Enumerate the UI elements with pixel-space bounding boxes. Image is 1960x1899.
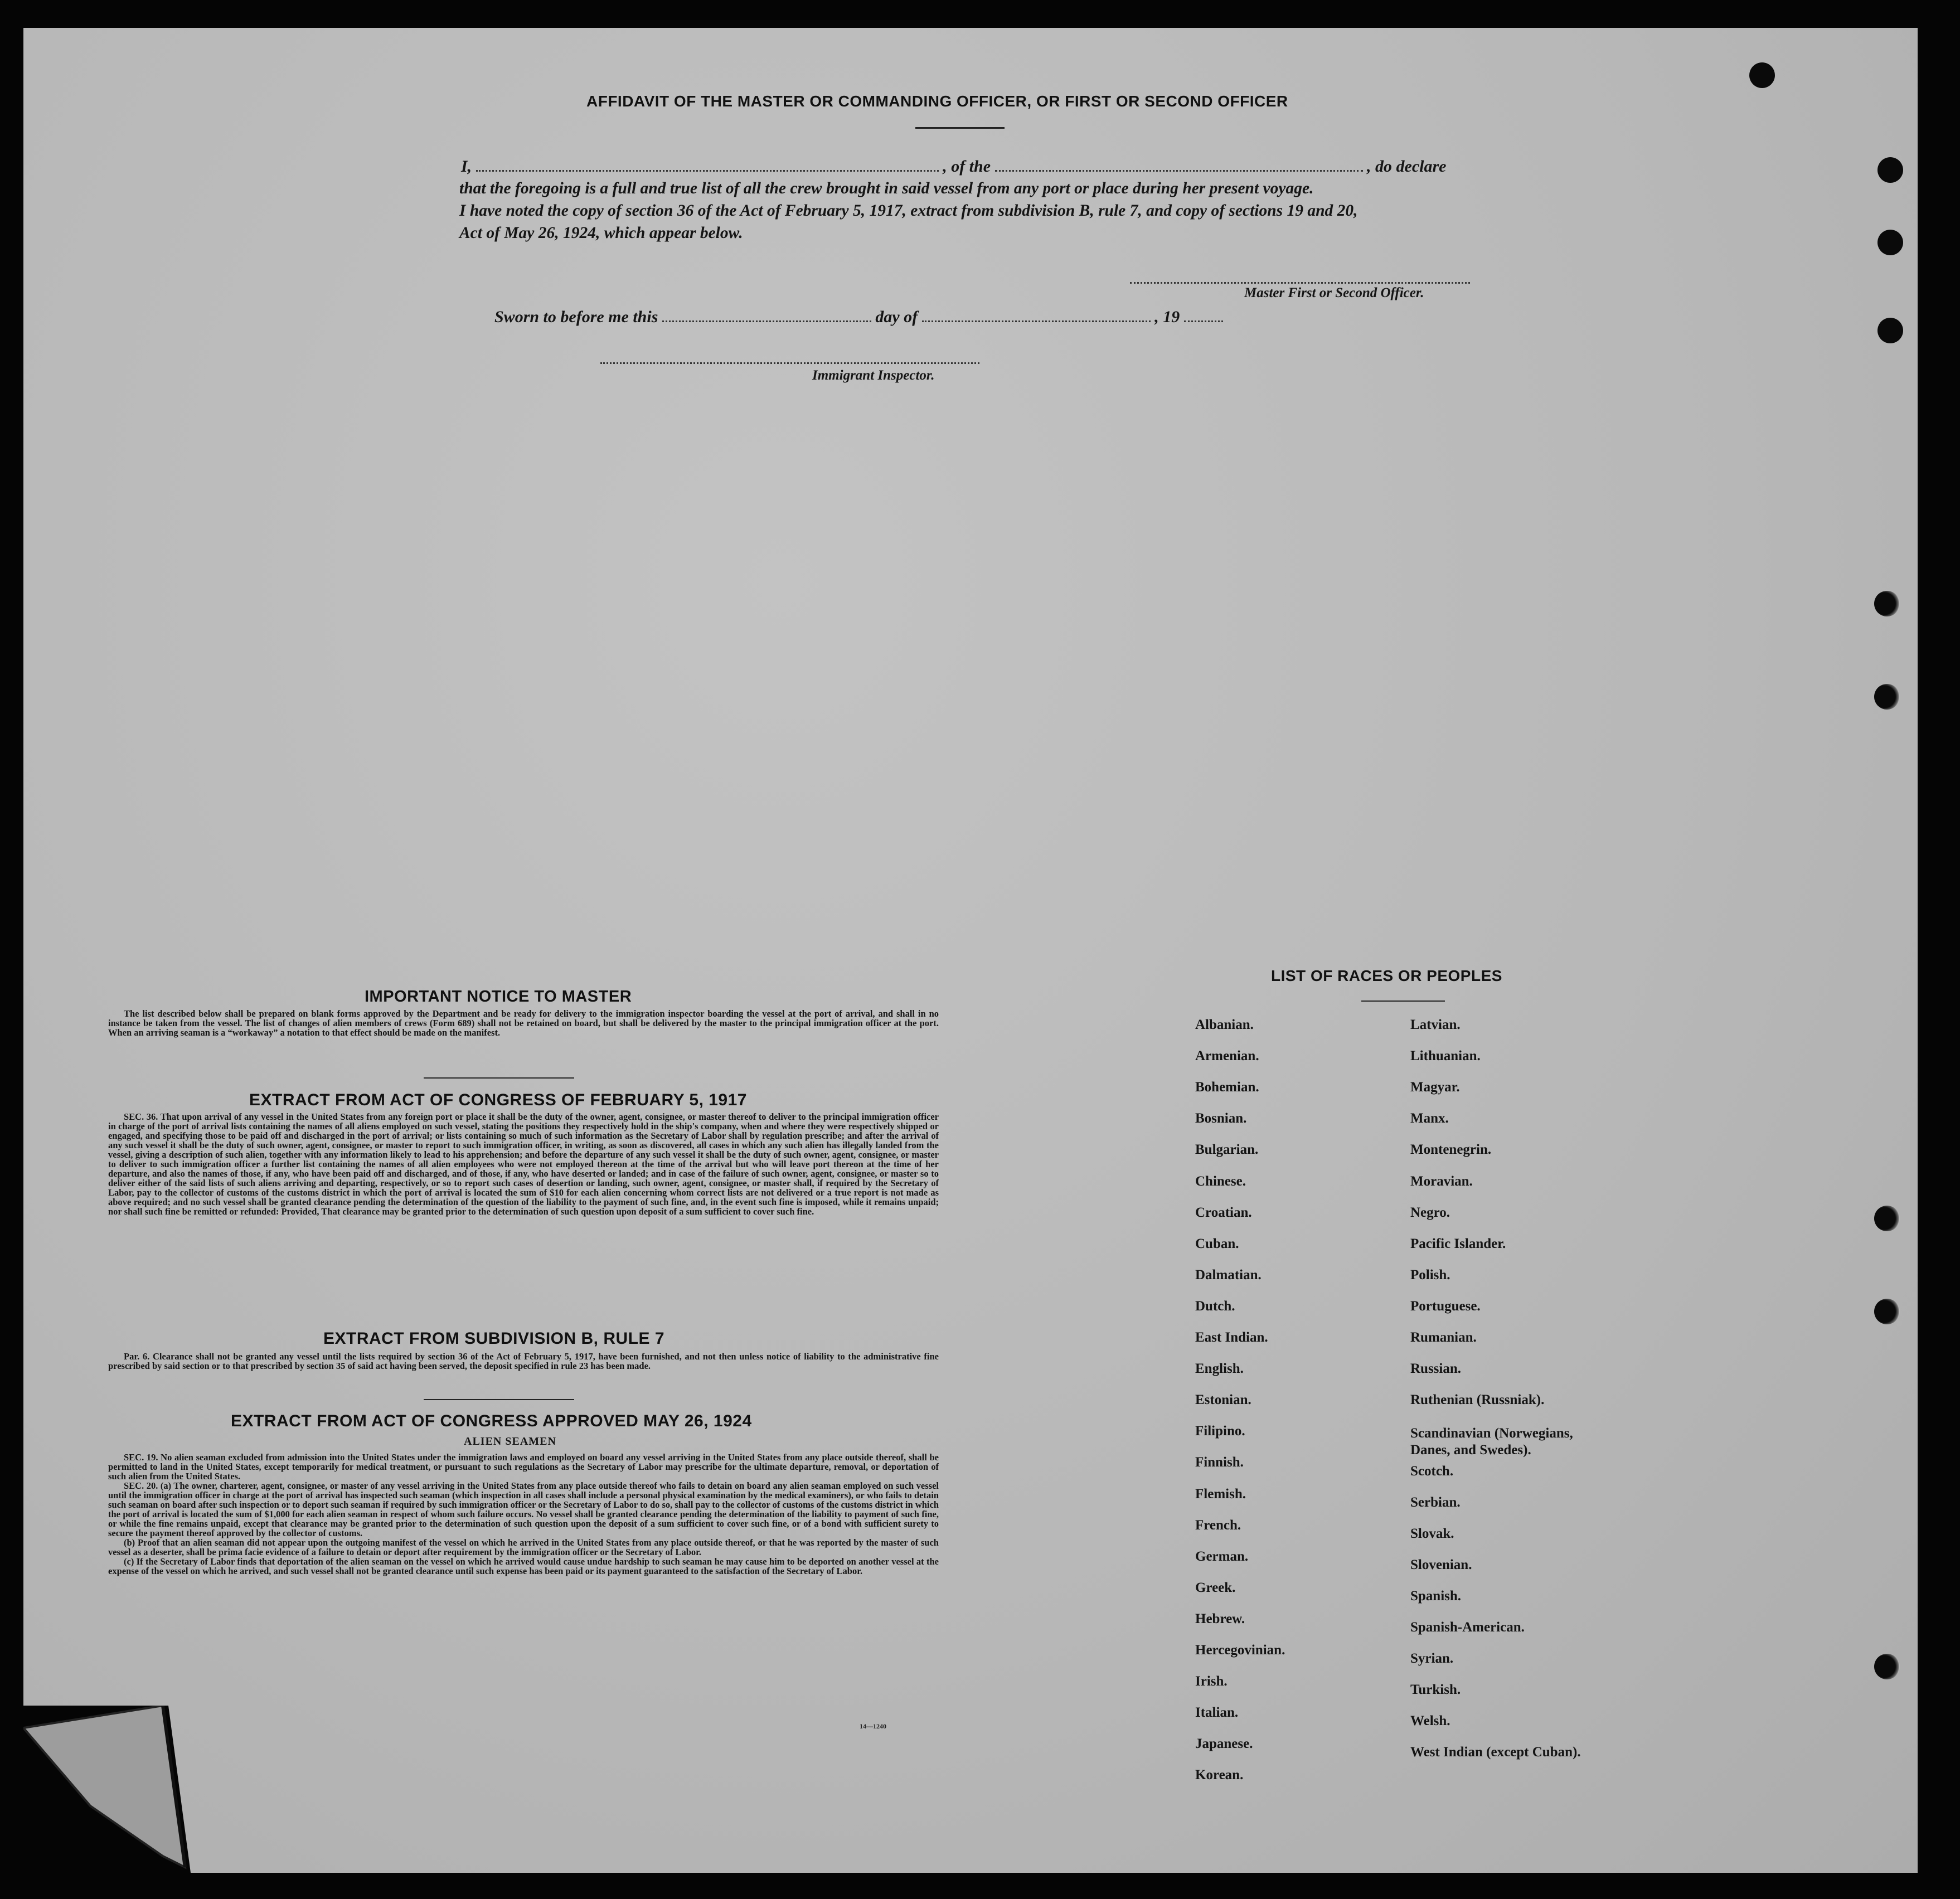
race-item: East Indian.	[1195, 1330, 1268, 1345]
race-item: English.	[1195, 1361, 1244, 1377]
notice-title: IMPORTANT NOTICE TO MASTER	[365, 988, 632, 1006]
affidavit-declare-label: , do declare	[1367, 157, 1447, 176]
race-item: Japanese.	[1195, 1736, 1253, 1752]
race-item: Spanish-American.	[1410, 1620, 1525, 1635]
sworn-day-of-label: day of	[875, 308, 918, 326]
form-number: 14—1240	[860, 1722, 886, 1730]
sec19-paragraph: SEC. 19. No alien seaman excluded from admission into the United States under the immigration laws and employed on board any vessel arriving in the United States from any place outside thereof, shall be permitted to land in the United States, except temporarily for medical treatment, or pursuant to such regulations as the Secretary of Labor may prescribe for the ultimate departure, removal, or deportation of such alien from the United States.	[108, 1452, 939, 1482]
race-item: Irish.	[1195, 1674, 1228, 1689]
race-item: Armenian.	[1195, 1048, 1259, 1064]
inspector-signature-line[interactable]	[600, 362, 979, 364]
notice-paragraph: The list described below shall be prepared on blank forms approved by the Department and be ready for delivery to the immigration inspector boarding the vessel at the port of arrival, and shall in no instance be taken from the vessel. The list of changes of alien members of crews (Form 689) shall not be retained on board, but shall be delivered by the master to the principal immigration officer at the port. When an arriving seaman is a “workaway” a notation to that effect should be made on the manifest.	[108, 1008, 939, 1038]
races-title-rule	[1361, 1001, 1445, 1002]
punch-hole-icon	[1874, 591, 1900, 616]
affidavit-line2: that the foregoing is a full and true list of all the crew brought in said vessel from any port or place during her present voyage.	[459, 179, 1314, 197]
master-signature-label: Master First or Second Officer.	[1244, 285, 1424, 300]
extract-rule7-body	[108, 1352, 939, 1371]
race-item: Dutch.	[1195, 1298, 1235, 1314]
inspector-label: Immigrant Inspector.	[812, 368, 935, 383]
race-item: West Indian (except Cuban).	[1410, 1745, 1581, 1760]
affidavit-title: AFFIDAVIT OF THE MASTER OR COMMANDING OFFICER, OR FIRST OR SECOND OFFICER	[586, 93, 1288, 110]
race-item: Cuban.	[1195, 1236, 1239, 1251]
sworn-year-label: , 19	[1154, 308, 1180, 326]
sworn-line	[494, 308, 1223, 327]
race-item: Latvian.	[1410, 1017, 1461, 1032]
folded-corner	[23, 1706, 191, 1873]
sworn-year-field[interactable]	[1184, 320, 1223, 322]
race-item: Rumanian.	[1410, 1330, 1477, 1345]
race-item: Danes, and Swedes).	[1410, 1443, 1531, 1458]
race-item: Syrian.	[1410, 1651, 1454, 1667]
race-item: Serbian.	[1410, 1494, 1461, 1510]
punch-hole-icon	[1874, 1206, 1900, 1231]
declarant-name-field[interactable]	[476, 170, 939, 172]
rule7-rule	[424, 1399, 574, 1400]
notice-body	[108, 1009, 939, 1037]
race-item: Bosnian.	[1195, 1111, 1247, 1126]
affidavit-title-rule	[915, 127, 1005, 129]
race-item: Slovak.	[1410, 1526, 1454, 1541]
sec20b-paragraph: (b) Proof that an alien seaman did not appear upon the outgoing manifest of the vessel on which he arrived in the United States from any place outside thereof, or that he was reported by the master of such vessel as a deserter, shall be prima facie evidence of a failure to detain or deport after requirement by the immigration officer or the Secretary of Labor.	[108, 1537, 939, 1557]
race-item: Hebrew.	[1195, 1611, 1245, 1626]
race-item: Greek.	[1195, 1580, 1236, 1595]
sworn-prefix: Sworn to before me this	[494, 308, 658, 326]
race-item: Bulgarian.	[1195, 1142, 1259, 1158]
punch-hole-icon	[1877, 157, 1903, 183]
affidavit-of-label: , of the	[943, 157, 991, 176]
alien-seamen-subtitle: ALIEN SEAMEN	[464, 1435, 556, 1448]
race-item: Russian.	[1410, 1361, 1462, 1377]
punch-hole-icon	[1877, 318, 1903, 343]
race-item: Chinese.	[1195, 1173, 1246, 1189]
race-item: Scotch.	[1410, 1463, 1454, 1479]
form-sheet	[23, 28, 1918, 1873]
race-item: Italian.	[1195, 1705, 1239, 1721]
race-item: Estonian.	[1195, 1392, 1251, 1408]
affidavit-line4: Act of May 26, 1924, which appear below.	[459, 224, 743, 242]
race-item: German.	[1195, 1548, 1249, 1564]
race-item: French.	[1195, 1517, 1241, 1533]
race-item: Flemish.	[1195, 1486, 1246, 1502]
race-item: Slovenian.	[1410, 1557, 1472, 1572]
race-item: Portuguese.	[1410, 1298, 1481, 1314]
race-item: Croatian.	[1195, 1205, 1252, 1220]
race-item: Magyar.	[1410, 1080, 1460, 1095]
race-item: Manx.	[1410, 1111, 1449, 1126]
extract-1924-body	[108, 1453, 939, 1576]
race-item: Filipino.	[1195, 1424, 1245, 1439]
affidavit-line3: I have noted the copy of section 36 of the Act of February 5, 1917, extract from subdivision B, rule 7, and copy of sections 19 and 20,	[459, 202, 1358, 220]
race-item: Negro.	[1410, 1205, 1450, 1220]
race-item: Welsh.	[1410, 1713, 1450, 1729]
race-item: Pacific Islander.	[1410, 1236, 1506, 1251]
sworn-day-field[interactable]	[662, 320, 871, 322]
race-item: Ruthenian (Russniak).	[1410, 1392, 1545, 1408]
affidavit-line1	[461, 157, 1446, 176]
race-item: Turkish.	[1410, 1682, 1461, 1698]
master-signature-line[interactable]	[1130, 282, 1470, 284]
race-item: Polish.	[1410, 1267, 1450, 1283]
sec20c-paragraph: (c) If the Secretary of Labor finds that deportation of the alien seaman on the vessel on which he arrived would cause undue hardship to such seaman he may cause him to be deported on another vessel at the expense of the vessel on which he arrived, and such vessel shall not be granted clearance until such expense has been paid or its payment guaranteed to the satisfaction of the Secretary of Labor.	[108, 1556, 939, 1576]
punch-hole-icon	[1874, 1299, 1900, 1324]
sec20a-paragraph: SEC. 20. (a) The owner, charterer, agent, consignee, or master of any vessel arriving in the United States from any place outside thereof who fails to detain on board any alien seaman employed on such vessel until the immigration officer in charge at the port of arrival has inspected such seaman (which inspection in all cases shall include a personal physical examination by the medical examiners), or who fails to detain such seaman on board after such inspection or to deport such seaman if required by such immigration officer or the Secretary of Labor to do so, shall pay to the collector of customs of the customs district in which the port of arrival is located the sum of $1,000 for each alien seaman in respect of whom such failure occurs. No vessel shall be granted clearance pending the determination of the liability to payment of such fine, or while the fine remains unpaid, except that clearance may be granted prior to the determination of such question upon the deposit of a sum sufficient to cover such fine, or of a bond with sufficient surety to secure the payment thereof approved by the collector of customs.	[108, 1480, 939, 1538]
races-title: LIST OF RACES OR PEOPLES	[1271, 967, 1502, 984]
punch-hole-icon	[1877, 230, 1903, 255]
race-item: Scandinavian (Norwegians,	[1410, 1426, 1573, 1441]
race-item: Lithuanian.	[1410, 1048, 1481, 1064]
extract-1917-title: EXTRACT FROM ACT OF CONGRESS OF FEBRUARY 5, 1917	[249, 1091, 747, 1109]
race-item: Bohemian.	[1195, 1080, 1259, 1095]
notice-rule	[424, 1077, 574, 1079]
par6-paragraph: Par. 6. Clearance shall not be granted any vessel until the lists required by section 36 of the Act of February 5, 1917, have been furnished, and not then unless notice of liability to the administrative fine prescribed by said section or to that prescribed by section 35 of said act having been served, the deposit specified in rule 23 has been made.	[108, 1351, 939, 1371]
race-item: Dalmatian.	[1195, 1267, 1262, 1283]
affidavit-i-label: I,	[461, 157, 472, 176]
punch-hole-icon	[1874, 1654, 1900, 1679]
extract-1924-title: EXTRACT FROM ACT OF CONGRESS APPROVED MAY 26, 1924	[231, 1412, 752, 1430]
race-item: Montenegrin.	[1410, 1142, 1492, 1158]
race-item: Finnish.	[1195, 1455, 1244, 1470]
race-item: Albanian.	[1195, 1017, 1254, 1032]
punch-hole-icon	[1749, 62, 1775, 88]
race-item: Moravian.	[1410, 1173, 1473, 1189]
race-item: Hercegovinian.	[1195, 1643, 1285, 1658]
punch-hole-icon	[1874, 684, 1900, 710]
vessel-name-field[interactable]	[995, 170, 1363, 172]
race-item: Korean.	[1195, 1767, 1244, 1783]
race-item: Spanish.	[1410, 1588, 1462, 1604]
sec36-paragraph: SEC. 36. That upon arrival of any vessel in the United States from any foreign port or place it shall be the duty of the owner, agent, consignee, or master thereof to deliver to the principal immigration officer in charge of the port of arrival lists containing the names of all aliens employed on such vessel, stating the positions they respectively hold in the ship's company, when and where they were respectively shipped or engaged, and specifying those to be paid off and discharged in the port of arrival; or lists containing so much of such information as the Secretary of Labor shall by regulation prescribe; and after the arrival of any such vessel it shall be the duty of such owner, agent, consignee, or master to report to such immigration officer, in writing, as soon as discovered, all cases in which any such alien has illegally landed from the vessel, giving a description of such alien, together with any information likely to lead to his apprehension; and before the departure of any such vessel it shall be the duty of such owner, agent, consignee, or master to deliver to such immigration officer a further list containing the names of all alien employees who were not employed thereon at the time of the arrival but who will leave port thereon at the time of her departure, and also the names of those, if any, who have been paid off and discharged, and of those, if any, who have deserted or landed; and in case of the failure of such owner, agent, consignee, or master so to deliver either of the said lists of such aliens arriving and departing, respectively, or so to report such cases of desertion or landing, such owner, agent, consignee, or master shall, if required by the Secretary of Labor, pay to the collector of customs of the customs district in which the port of arrival is located the sum of $10 for each alien concerning whom correct lists are not delivered or a true report is not made as above required; and no such vessel shall be granted clearance pending the determination of the question of the liability to the payment of such fine, and, in the event such fine is imposed, while it remains unpaid; nor shall such fine be remitted or refunded: Provided, That clearance may be granted prior to the determination of such question upon deposit of a sum sufficient to cover such fine.	[108, 1111, 939, 1217]
extract-rule7-title: EXTRACT FROM SUBDIVISION B, RULE 7	[323, 1329, 665, 1348]
extract-1917-body	[108, 1112, 939, 1216]
sworn-month-field[interactable]	[922, 320, 1151, 322]
